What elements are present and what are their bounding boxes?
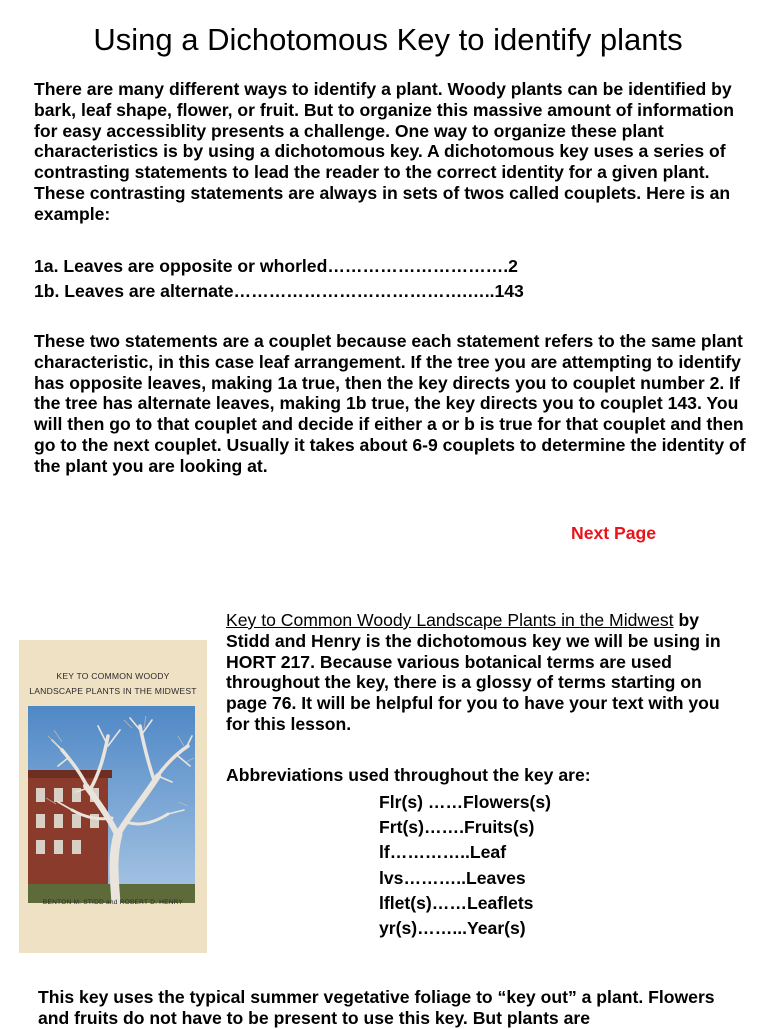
couplet-1a: 1a. Leaves are opposite or whorled………………………….2 (34, 256, 518, 276)
abbreviation-item: lvs………..Leaves (379, 867, 526, 888)
abbreviation-item: Frt(s)…….Fruits(s) (379, 817, 535, 838)
key-description-text: by Stidd and Henry is the dichotomous key we will be using in HORT 217. Because various botanical terms are used throughout the key, there is a glossy of terms starting on page 76. It will be helpful for you to have your text with you for this lesson. (226, 610, 721, 734)
key-description-paragraph (226, 610, 746, 735)
abbreviation-item: lf…………..Leaf (379, 842, 507, 863)
book-cover-image (19, 640, 207, 953)
book-reference-link[interactable]: Key to Common Woody Landscape Plants in the Midwest (226, 610, 674, 630)
intro-paragraph: There are many different ways to identify a plant. Woody plants can be identified by bark, leaf shape, flower, or fruit. But to organize this massive amount of information for easy accessiblity presents a challenge. One way to organize these plant characteristics is by using a dichotomous key. A dichotomous key uses a series of contrasting statements to lead the reader to the correct identity for a given plant. These contrasting statements are always in sets of twos called couplets. Here is an example: (34, 79, 734, 224)
abbreviation-item: yr(s)……...Year(s) (379, 918, 526, 939)
abbreviations-list (379, 790, 551, 941)
bottom-paragraph: This key uses the typical summer vegetative foliage to “key out” a plant. Flowers and fruits do not have to be present to use this key. But plants are (38, 987, 715, 1028)
book-cover-authors: BENTON M. STIDD and ROBERT D. HENRY (42, 899, 184, 906)
abbreviation-item: lflet(s)……Leaflets (379, 892, 534, 913)
abbreviation-item: Flr(s) ……Flowers(s) (379, 792, 552, 812)
next-page-link[interactable]: Next Page (571, 523, 657, 543)
book-cover-photo (28, 706, 195, 903)
abbreviations-heading: Abbreviations used throughout the key are: (226, 765, 591, 785)
explanation-paragraph: These two statements are a couplet because each statement refers to the same plant characteristic, in this case leaf arrangement. If the tree you are attempting to identify has opposite leaves, making 1a true, then the key directs you to couplet number 2. If the tree has alternate leaves, making 1b true, the key directs you to couplet 143. You will then go to that couplet and decide if either a or b is true for that couplet and then go to the next couplet. Usually it takes about 6-9 couplets to determine the identity of the plant you are looking at. (34, 331, 746, 476)
couplet-example (34, 254, 634, 304)
page-title: Using a Dichotomous Key to identify plants (93, 22, 683, 57)
book-cover-title: KEY TO COMMON WOODY LANDSCAPE PLANTS IN THE MIDWEST (29, 671, 197, 696)
couplet-1b: 1b. Leaves are alternate………………………………….…..143 (34, 281, 524, 301)
